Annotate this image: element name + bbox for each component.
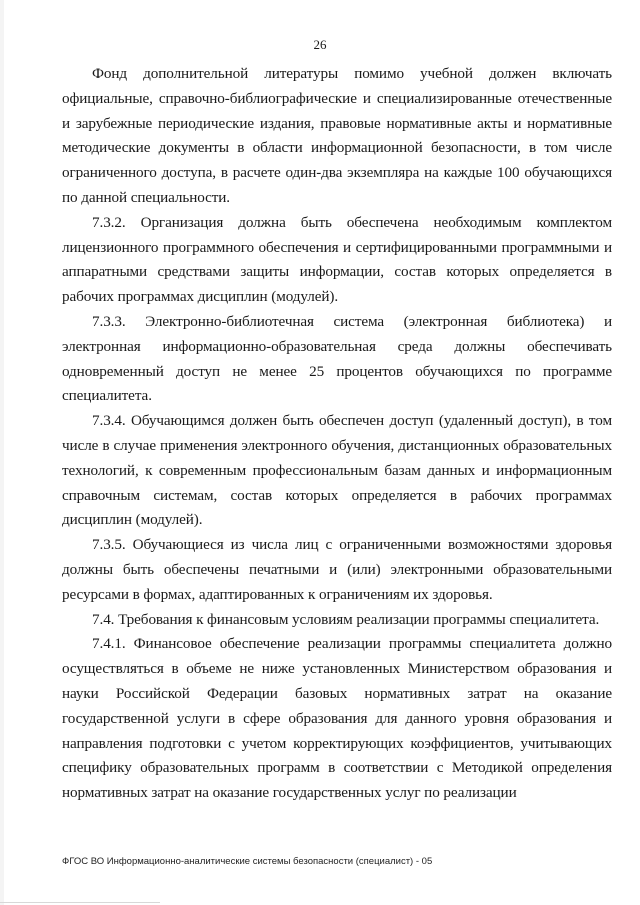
paragraph-additional-literature: Фонд дополнительной литературы помимо учебной должен включать официальные, справочно-библиографические и специализированные отечественные и зарубежные периодические издания, правовые нормативные акты и нормативные методические документы в области информационной безопасности, в том числе ограниченного доступа, в расчете один-два экземпляра на каждые 100 обучающихся по данной специальности. [62, 65, 612, 206]
scan-edge [0, 0, 4, 905]
paragraph-7-3-2: 7.3.2. Организация должна быть обеспечена необходимым комплектом лицензионного программного обеспечения и сертифицированными программными и аппаратными средствами защиты информации, состав которых определяется в рабочих программах дисциплин (модулей). [62, 213, 612, 306]
bottom-rule [0, 902, 160, 903]
paragraph-7-4-1: 7.4.1. Финансовое обеспечение реализации программы специалитета должно осуществляться в объеме не ниже установленных Министерством образования и науки Российской Федерации базовых нормативных затрат на оказание государственной услуги в сфере образования для данного уровня образования и направления подготовки с учетом корректирующих коэффициентов, учитывающих специфику образовательных программ в соответствии с Методикой определения нормативных затрат на оказание государственных услуг по реализации [62, 635, 612, 802]
paragraph-7-3-3: 7.3.3. Электронно-библиотечная система (электронная библиотека) и электронная информационно-образовательная среда должны обеспечивать одновременный доступ не менее 25 процентов обучающихся по программе специалитета. [62, 312, 612, 405]
paragraph-7-4-heading: 7.4. Требования к финансовым условиям реализации программы специалитета. [92, 610, 600, 628]
paragraph-7-3-4: 7.3.4. Обучающимся должен быть обеспечен доступ (удаленный доступ), в том числе в случае применения электронного обучения, дистанционных образовательных технологий, к современным профессиональным базам данных и информационным справочным системам, состав которых определяется в рабочих программах дисциплин (модулей). [62, 412, 612, 529]
document-footer: ФГОС ВО Информационно-аналитические системы безопасности (специалист) - 05 [62, 856, 433, 867]
body-text [62, 62, 612, 806]
page-number: 26 [313, 37, 327, 52]
paragraph-7-3-5: 7.3.5. Обучающиеся из числа лиц с ограниченными возможностями здоровья должны быть обеспечены печатными и (или) электронными образовательными ресурсами в формах, адаптированных к ограничениям их здоровья. [62, 536, 612, 603]
